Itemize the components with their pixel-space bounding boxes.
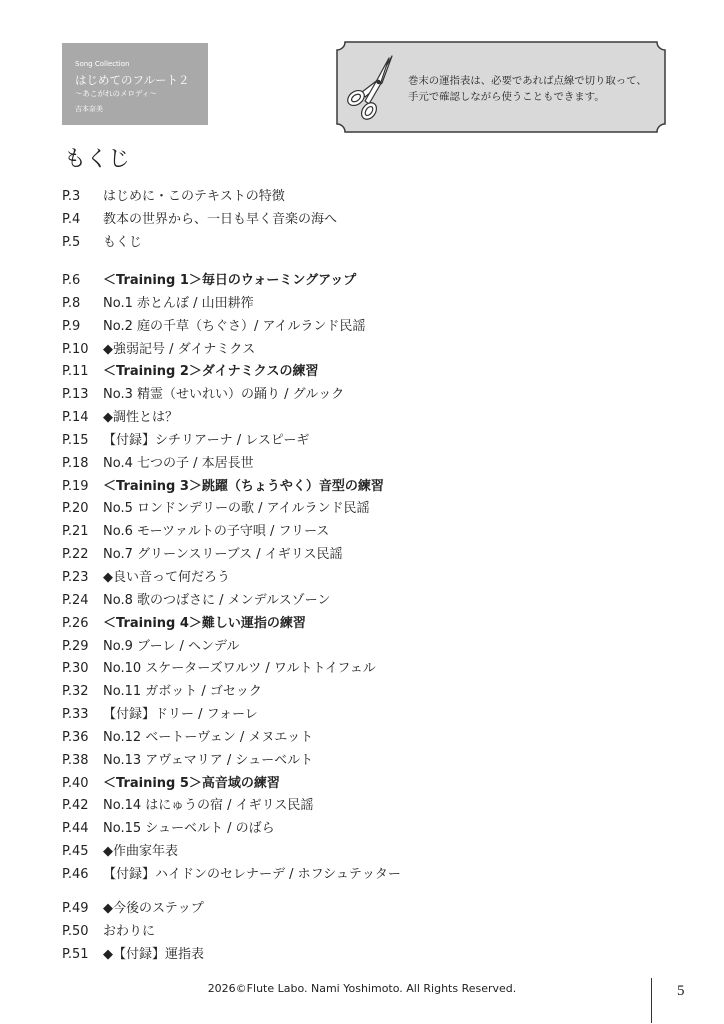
toc-entry-title: 【付録】シチリアーナ / レスピーギ: [103, 432, 310, 448]
toc-page-number: P.14: [62, 410, 89, 426]
page-title: もくじ: [64, 147, 131, 172]
toc-entry: [62, 498, 662, 521]
toc-entry-title: No.4 七つの子 / 本居長世: [103, 455, 254, 471]
scissors-icon: [342, 52, 402, 127]
toc-section-heading: [62, 476, 662, 499]
toc-entry-title: ＜Training 1＞毎日のウォーミングアップ: [103, 273, 357, 289]
toc-entry-title: No.13 アヴェマリア / シューベルト: [103, 752, 314, 768]
toc-entry-title: ◆調性とは？: [103, 410, 178, 426]
toc-page-number: P.36: [62, 729, 89, 745]
toc-page-number: P.6: [62, 273, 81, 289]
toc-entry-title: No.11 ガボット / ゴセック: [103, 684, 262, 700]
toc-group: [62, 186, 662, 255]
toc-entry: [62, 407, 662, 430]
toc-entry-title: もくじ: [103, 234, 143, 250]
toc-page-number: P.32: [62, 684, 89, 700]
toc-entry: [62, 430, 662, 453]
toc-page-number: P.10: [62, 341, 89, 357]
toc-page-number: P.18: [62, 455, 89, 471]
toc-entry: [62, 186, 662, 209]
author-name: 吉本奈美: [75, 105, 103, 113]
toc-entry-title: ◆作曲家年表: [103, 844, 178, 860]
toc-section-heading: [62, 270, 662, 293]
toc-entry-title: ◆今後のステップ: [103, 900, 204, 916]
toc-page-number: P.46: [62, 866, 89, 882]
toc-page-number: P.33: [62, 707, 89, 723]
toc-entry-title: No.14 はにゅうの宿 / イギリス民謡: [103, 798, 314, 814]
toc-entry-title: ＜Training 4＞難しい運指の練習: [103, 615, 306, 631]
toc-entry: [62, 727, 662, 750]
toc-page-number: P.20: [62, 501, 89, 517]
toc-entry: [62, 898, 662, 921]
book-title: はじめてのフルート２: [75, 73, 190, 87]
copyright-notice: 2026©Flute Labo. Nami Yoshimoto. All Rights Reserved.: [207, 982, 517, 995]
toc-page-number: P.50: [62, 923, 89, 939]
toc-entry-title: ＜Training 5＞高音域の練習: [103, 775, 280, 791]
toc-entry-title: No.1 赤とんぼ / 山田耕筰: [103, 295, 254, 311]
toc-entry: [62, 921, 662, 944]
notice-text: [408, 73, 647, 105]
toc-page-number: P.29: [62, 638, 89, 654]
toc-entry-title: No.3 精霊（せいれい）の踊り / グルック: [103, 387, 345, 403]
toc-entry: [62, 864, 662, 887]
toc-entry: [62, 704, 662, 727]
toc-entry: [62, 316, 662, 339]
notice-line: 手元で確認しながら使うこともできます。: [408, 91, 605, 103]
toc-page-number: P.42: [62, 798, 89, 814]
toc-entry: [62, 209, 662, 232]
toc-page-number: P.40: [62, 775, 89, 791]
toc-entry: [62, 521, 662, 544]
toc-entry-title: No.9 ブーレ / ヘンデル: [103, 638, 240, 654]
toc-entry-title: ◆【付録】運指表: [103, 946, 204, 962]
notice-line: 巻末の運指表は、必要であれば点線で切り取って、: [408, 75, 647, 87]
toc-page-number: P.51: [62, 946, 89, 962]
series-name: Song Collection: [75, 60, 130, 68]
toc-page-number: P.9: [62, 318, 81, 334]
toc-entry-title: 教本の世界から、一日も早く音楽の海へ: [103, 211, 338, 227]
toc-page-number: P.5: [62, 234, 81, 250]
toc-page-number: P.24: [62, 592, 89, 608]
toc-entry-title: おわりに: [103, 923, 156, 939]
toc-page-number: P.45: [62, 844, 89, 860]
toc-entry-title: ＜Training 2＞ダイナミクスの練習: [103, 364, 319, 380]
toc-entry: [62, 590, 662, 613]
toc-entry: [62, 232, 662, 255]
toc-entry-title: ◆強弱記号 / ダイナミクス: [103, 341, 256, 357]
book-subtitle: 〜あこがれのメロディ〜: [75, 89, 157, 98]
toc-entry: [62, 795, 662, 818]
toc-entry: [62, 944, 662, 967]
toc-entry-title: No.2 庭の千草（ちぐさ）/ アイルランド民謡: [103, 318, 366, 334]
toc-entry-title: No.12 ベートーヴェン / メヌエット: [103, 729, 314, 745]
toc-page-number: P.8: [62, 295, 81, 311]
toc-page-number: P.22: [62, 547, 89, 563]
toc-entry: [62, 818, 662, 841]
toc-group: [62, 898, 662, 967]
toc-entry: [62, 658, 662, 681]
toc-entry: [62, 544, 662, 567]
toc-entry-title: はじめに・このテキストの特徴: [103, 189, 285, 204]
toc-page-number: P.38: [62, 752, 89, 768]
toc-entry: [62, 750, 662, 773]
toc-entry: [62, 384, 662, 407]
toc-entry-title: ◆良い音って何だろう: [103, 570, 230, 585]
toc-page-number: P.4: [62, 211, 81, 227]
toc-section-heading: [62, 361, 662, 384]
toc-entry-title: No.5 ロンドンデリーの歌 / アイルランド民謡: [103, 501, 370, 517]
toc-page-number: P.15: [62, 432, 89, 448]
toc-page-number: P.49: [62, 900, 89, 916]
table-of-contents: [62, 186, 662, 966]
toc-entry: [62, 636, 662, 659]
toc-page-number: P.23: [62, 570, 89, 585]
toc-page-number: P.13: [62, 387, 89, 403]
toc-page-number: P.30: [62, 661, 89, 677]
toc-entry-title: No.10 スケーターズワルツ / ワルトトイフェル: [103, 661, 376, 677]
toc-page-number: P.19: [62, 478, 89, 494]
toc-entry: [62, 453, 662, 476]
toc-page-number: P.3: [62, 189, 81, 204]
toc-entry-title: No.8 歌のつばさに / メンデルスゾーン: [103, 592, 331, 608]
toc-page-number: P.11: [62, 364, 89, 380]
toc-entry: [62, 567, 662, 590]
toc-section-heading: [62, 773, 662, 796]
toc-page-number: P.44: [62, 821, 89, 837]
toc-entry-title: No.7 グリーンスリーブス / イギリス民謡: [103, 547, 343, 563]
toc-entry: [62, 339, 662, 362]
footer-divider: [651, 978, 652, 1023]
toc-page-number: P.26: [62, 615, 89, 631]
book-cover-label: [62, 43, 208, 125]
toc-entry: [62, 841, 662, 864]
page-number: 5: [677, 983, 685, 999]
toc-entry-title: 【付録】ハイドンのセレナーデ / ホフシュテッター: [103, 866, 401, 882]
toc-entry: [62, 681, 662, 704]
toc-entry-title: ＜Training 3＞跳躍（ちょうやく）音型の練習: [103, 478, 384, 494]
toc-section-heading: [62, 613, 662, 636]
toc-entry-title: No.6 モーツァルトの子守唄 / フリース: [103, 524, 330, 540]
notice-box: [336, 41, 666, 133]
toc-entry-title: 【付録】ドリー / フォーレ: [103, 707, 258, 723]
toc-group: [62, 270, 662, 887]
toc-entry: [62, 293, 662, 316]
toc-entry-title: No.15 シューベルト / のばら: [103, 821, 275, 837]
toc-page-number: P.21: [62, 524, 89, 540]
